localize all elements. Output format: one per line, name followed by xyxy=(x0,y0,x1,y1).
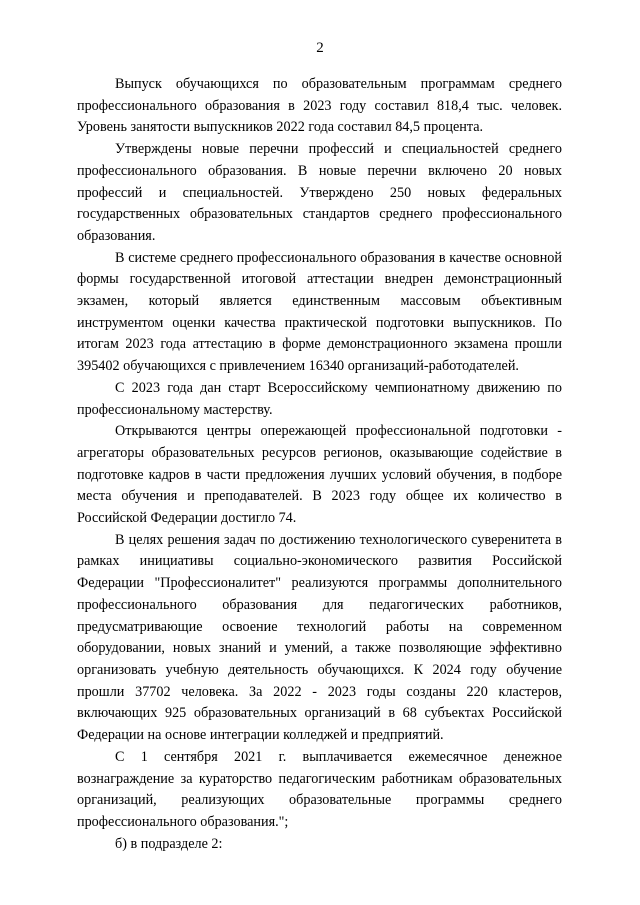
paragraph-subsection: б) в подразделе 2: xyxy=(115,835,223,852)
paragraph-new-lists: Утверждены новые перечни профессий и специальностей среднего профессионального образования. В новые перечни включено 20 новых профессий и специальностей. Утверждено 250 новых федеральных государственных образовательных стандартов среднего профессионального образования. xyxy=(77,141,562,244)
paragraph-curator-payment: С 1 сентября 2021 г. выплачивается ежемесячное денежное вознаграждение за кураторство педагогическим работникам образовательных организаций, реализующих образовательные программы среднего профессионального образования."; xyxy=(77,748,562,830)
paragraph-demo-exam: В системе среднего профессионального образования в качестве основной формы государственной итоговой аттестации внедрен демонстрационный экзамен, который является единственным массовым объективным инструментом оценки качества практической подготовки выпускников. По итогам 2023 года аттестацию в форме демонстрационного экзамена прошли 395402 обучающихся с привлечением 16340 организаций-работодателей. xyxy=(77,249,562,375)
paragraph-professionalitet: В целях решения задач по достижению технологического суверенитета в рамках инициативы социально-экономического развития Российской Федерации "Профессионалитет" реализуются программы дополнительного профессионального образования для педагогических работников, предусматривающие освоение технологий работы на современном оборудовании, новых знаний и умений, а также позволяющие эффективно организовать учебную деятельность обучающихся. К 2024 году обучение прошли 37702 человека. За 2022 - 2023 годы созданы 220 кластеров, включающих 925 образовательных организаций в 68 субъектах Российской Федерации на основе интеграции колледжей и предприятий. xyxy=(77,531,562,744)
document-body xyxy=(77,74,562,855)
paragraph-graduates: Выпуск обучающихся по образовательным программам среднего профессионального образования в 2023 году составил 818,4 тыс. человек. Уровень занятости выпускников 2022 года составил 84,5 процента. xyxy=(77,76,562,136)
page-number: 2 xyxy=(316,40,324,56)
paragraph-training-centers: Открываются центры опережающей профессиональной подготовки - агрегаторы образовательных ресурсов регионов, оказывающие содействие в подготовке кадров в части предложения лучших условий обучения, в подборе места обучения и преподавателей. В 2023 году общее их количество в Российской Федерации достигло 74. xyxy=(77,423,562,527)
paragraph-championship: С 2023 года дан старт Всероссийскому чемпионатному движению по профессиональному мастерству. xyxy=(77,379,562,418)
